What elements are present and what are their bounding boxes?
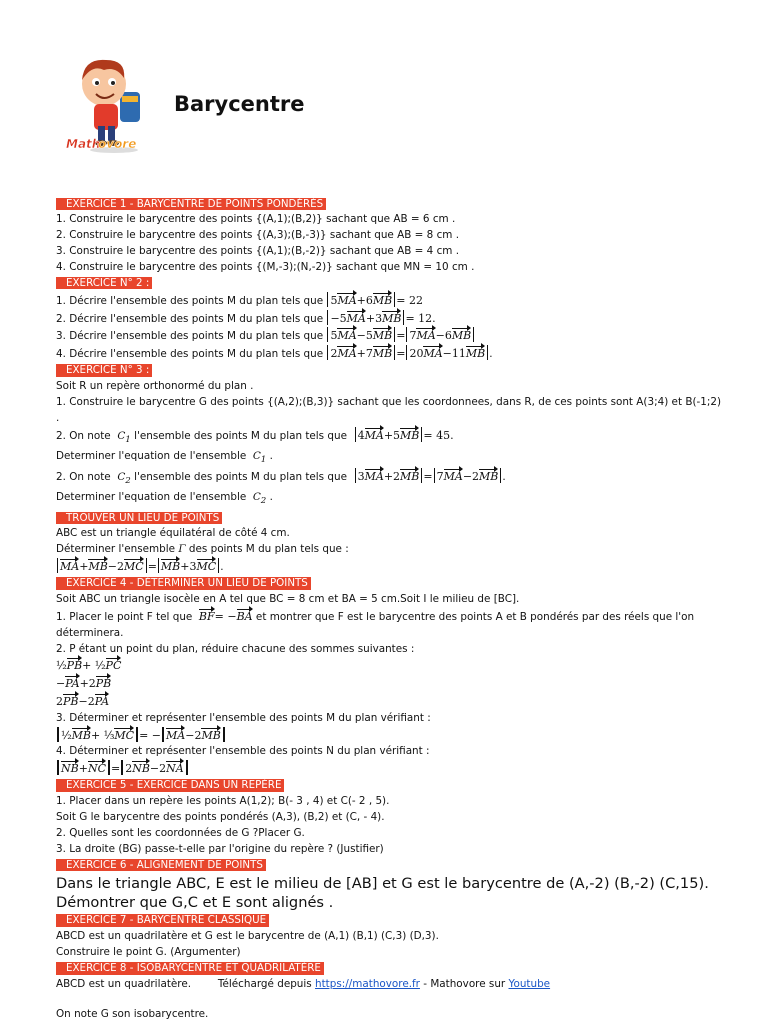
svg-text:Math: Math <box>66 137 101 151</box>
page-title: Barycentre <box>174 92 305 116</box>
lieu-heading: TROUVER UN LIEU DE POINTS <box>56 512 222 525</box>
exercise-1-line: 4. Construire le barycentre des points {(M,-3);(N,-2)} sachant que MN = 10 cm . <box>56 260 475 273</box>
exercise-2-question-1: 1. Décrire l'ensemble des points M du plan tels que 5MA+6MB = 22 <box>56 293 423 307</box>
exercise-6-heading: EXERCICE 6 - ALIGNEMENT DE POINTS <box>56 859 266 872</box>
exercise-8-line: ABCD est un quadrilatère. <box>56 977 192 990</box>
exercise-4-line: 1. Placer le point F tel que BF= −BA et montrer que F est le barycentre des points A et B pondérés par des réels que l'on déterminera. <box>56 609 695 639</box>
exercise-3-line: Soit R un repère orthonormé du plan . <box>56 380 254 393</box>
mathovore-logo <box>62 52 162 154</box>
formula: 5MA−5MB <box>327 327 395 342</box>
exercise-1-line: 1. Construire le barycentre des points {(A,1);(B,2)} sachant que AB = 6 cm . <box>56 213 456 226</box>
sum-formula: −PA+2PB <box>56 677 112 691</box>
exercise-3-line: 1. Construire le barycentre G des points {(A,2);(B,3)} sachant que les coordonnees, dans R, de ces points sont A(3;4) et B(-1;2) . <box>56 396 722 424</box>
sum-formula: 2PB−2PA <box>56 694 110 708</box>
exercise-2-question-3: 3. Décrire l'ensemble des points M du plan tels que 5MA−5MB = 7MA−6MB <box>56 327 726 345</box>
exercise-3-heading: EXERCICE N° 3 : <box>56 364 152 377</box>
exercise-3-line: 2. On note $C_1$ l'ensemble des points M du plan tels que 4MA+5MB = 45. <box>56 428 454 445</box>
footer: Téléchargé depuis https://mathovore.fr - Mathovore sur Youtube <box>217 978 551 990</box>
exercise-content <box>56 196 726 1022</box>
lieu-formula: MA+MB−2MC = MB+3MC . <box>56 558 726 576</box>
exercise-7-line: ABCD est un quadrilatère et G est le barycentre de (A,1) (B,1) (C,3) (D,3). <box>56 929 439 942</box>
exercise-5-line: 3. La droite (BG) passe-t-elle par l'origine du repère ? (Justifier) <box>56 842 384 855</box>
formula: −5MA+3MB <box>327 310 404 325</box>
exercise-3-line: Determiner l'equation de l'ensemble $C_2$ . <box>56 491 273 507</box>
exercise-5-line: 1. Placer dans un repère les points A(1,2); B(- 3 , 4) et C(- 2 , 5). <box>56 795 390 808</box>
exercise-1-line: 3. Construire le barycentre des points {(A,1);(B,-2)} sachant que AB = 4 cm . <box>56 244 460 257</box>
exercise-7-line: Construire le point G. (Argumenter) <box>56 945 241 958</box>
exercise-7-heading: EXERCICE 7 - BARYCENTRE CLASSIQUE <box>56 914 269 927</box>
exercise-6-line: Démontrer que G,C et E sont alignés . <box>56 894 334 912</box>
exercise-4-formula: NB+NC = 2NB−2NA <box>56 760 726 778</box>
exercise-3-line: Determiner l'equation de l'ensemble $C_1$ . <box>56 449 273 465</box>
svg-text:ovore: ovore <box>98 137 137 151</box>
exercise-4-formula: ½MB+ ⅓MC = − MA−2MB <box>56 727 726 745</box>
formula: 5MA+6MB <box>327 292 395 307</box>
formula: 3MA+2MB <box>355 468 423 483</box>
exercise-4-line: 4. Déterminer et représenter l'ensemble des points N du plan vérifiant : <box>56 745 430 758</box>
exercise-8-heading: EXERCICE 8 - ISOBARYCENTRE ET QUADRILATÈRE <box>56 962 324 975</box>
exercise-1-heading: EXERCICE 1 - BARYCENTRE DE POINTS PONDÉRÉS <box>56 198 326 211</box>
exercise-3-line: 2. On note $C_2$ l'ensemble des points M du plan tels que 3MA+2MB = 7MA−2MB . <box>56 470 506 487</box>
mathovore-link[interactable]: https://mathovore.fr <box>315 978 420 990</box>
sum-formula: ½PB+ ½PC <box>56 659 122 673</box>
exercise-5-heading: EXERCICE 5 - EXERCICE DANS UN REPÈRE <box>56 779 284 792</box>
exercise-2-question-2: 2. Décrire l'ensemble des points M du plan tels que −5MA+3MB = 12. <box>56 311 436 325</box>
exercise-4-line: 2. P étant un point du plan, réduire chacune des sommes suivantes : <box>56 642 415 655</box>
exercise-6-line: Dans le triangle ABC, E est le milieu de [AB] et G est le barycentre de (A,-2) (B,-2) (C,15). <box>56 874 709 892</box>
exercise-5-line: Soit G le barycentre des points pondérés (A,3), (B,2) et (C, - 4). <box>56 811 385 823</box>
exercise-5-line: 2. Quelles sont les coordonnées de G ?Placer G. <box>56 826 305 839</box>
exercise-2-question-4: 4. Décrire l'ensemble des points M du plan tels que 2MA+7MB = 20MA−11MB . <box>56 347 493 361</box>
formula: 4MA+5MB <box>355 427 423 442</box>
youtube-link[interactable]: Youtube <box>508 978 551 990</box>
exercise-8-line: On note G son isobarycentre. <box>56 1007 209 1020</box>
lieu-line: Déterminer l'ensemble Γ des points M du plan tels que : <box>56 543 349 556</box>
exercise-2-heading: EXERCICE N° 2 : <box>56 277 152 290</box>
formula: 2MA+7MB <box>327 345 395 360</box>
lieu-line: ABC est un triangle équilatéral de côté 4 cm. <box>56 527 290 540</box>
exercise-1-line: 2. Construire le barycentre des points {(A,3);(B,-3)} sachant que AB = 8 cm . <box>56 229 460 242</box>
exercise-4-line: Soit ABC un triangle isocèle en A tel que BC = 8 cm et BA = 5 cm.Soit I le milieu de [BC]. <box>56 593 520 606</box>
exercise-4-heading: EXERCICE 4 - DÉTERMINER UN LIEU DE POINTS <box>56 577 311 590</box>
exercise-4-line: 3. Déterminer et représenter l'ensemble des points M du plan vérifiant : <box>56 711 431 724</box>
